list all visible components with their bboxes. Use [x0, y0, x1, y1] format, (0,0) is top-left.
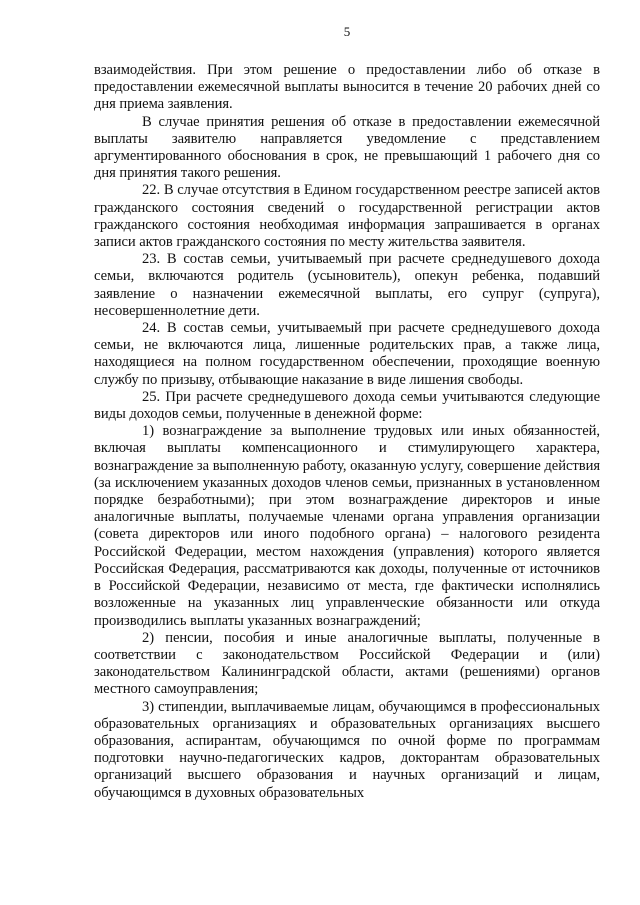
list-item-2: 2) пенсии, пособия и иные аналогичные выплаты, полученные в соответствии с законодательством Российской Федерации и (или) законодательством Калининградской области, актами (решениями) органов местного самоуправления;: [94, 629, 600, 698]
list-item-3: 3) стипендии, выплачиваемые лицам, обучающимся в профессиональных образовательных организациях и образовательных организациях высшего образования, аспирантам, обучающимся по очной форме по программам подготовки научно-педагогических кадров, докторантам образовательных организаций высшего образования и научных организаций и лицам, обучающимся в духовных образовательных: [94, 698, 600, 801]
paragraph-23: 23. В состав семьи, учитываемый при расчете среднедушевого дохода семьи, включаются родитель (усыновитель), опекун ребенка, подавший заявление о назначении ежемесячной выплаты, его супруг (супруга), несовершеннолетние дети.: [94, 251, 600, 319]
paragraph-25: 25. При расчете среднедушевого дохода семьи учитываются следующие виды доходов семьи, полученные в денежной форме:: [94, 388, 600, 423]
page-number: 5: [343, 24, 351, 39]
paragraph-continuation: взаимодействия. При этом решение о предоставлении либо об отказе в предоставлении ежемесячной выплаты выносится в течение 20 рабочих дней со дня приема заявления.: [94, 62, 600, 113]
paragraph-22: 22. В случае отсутствия в Едином государственном реестре записей актов гражданского состояния сведений о государственной регистрации актов гражданского состояния необходимая информация запрашивается в органах записи актов гражданского состояния по месту жительства заявителя.: [94, 182, 600, 251]
list-item-1: 1) вознаграждение за выполнение трудовых или иных обязанностей, включая выплаты компенсационного и стимулирующего характера, вознаграждение за выполненную работу, оказанную услугу, совершение действия (за исключением указанных доходов членов семьи, признанных в установленном порядке безработными); при этом вознаграждение директоров и иные аналогичные выплаты, получаемые членами органа управления организации (совета директоров или иного подобного органа) – налогового резидента Российской Федерации, местом нахождения (управления) которого является Российская Федерация, рассматриваются как доходы, полученные от источников в Российской Федерации, независимо от места, где фактически исполнялись возложенные на указанных лиц управленческие обязанности или откуда производились выплаты указанных вознаграждений;: [94, 423, 600, 629]
paragraph-24: 24. В состав семьи, учитываемый при расчете среднедушевого дохода семьи, не включаются лица, лишенные родительских прав, а также лица, находящиеся на полном государственном обеспечении, проходящие военную службу по призыву, отбывающие наказание в виде лишения свободы.: [94, 320, 600, 388]
paragraph-refusal-notice: В случае принятия решения об отказе в предоставлении ежемесячной выплаты заявителю направляется уведомление с представлением аргументированного обоснования в срок, не превышающий 1 рабочего дня со дня принятия такого решения.: [94, 113, 600, 182]
